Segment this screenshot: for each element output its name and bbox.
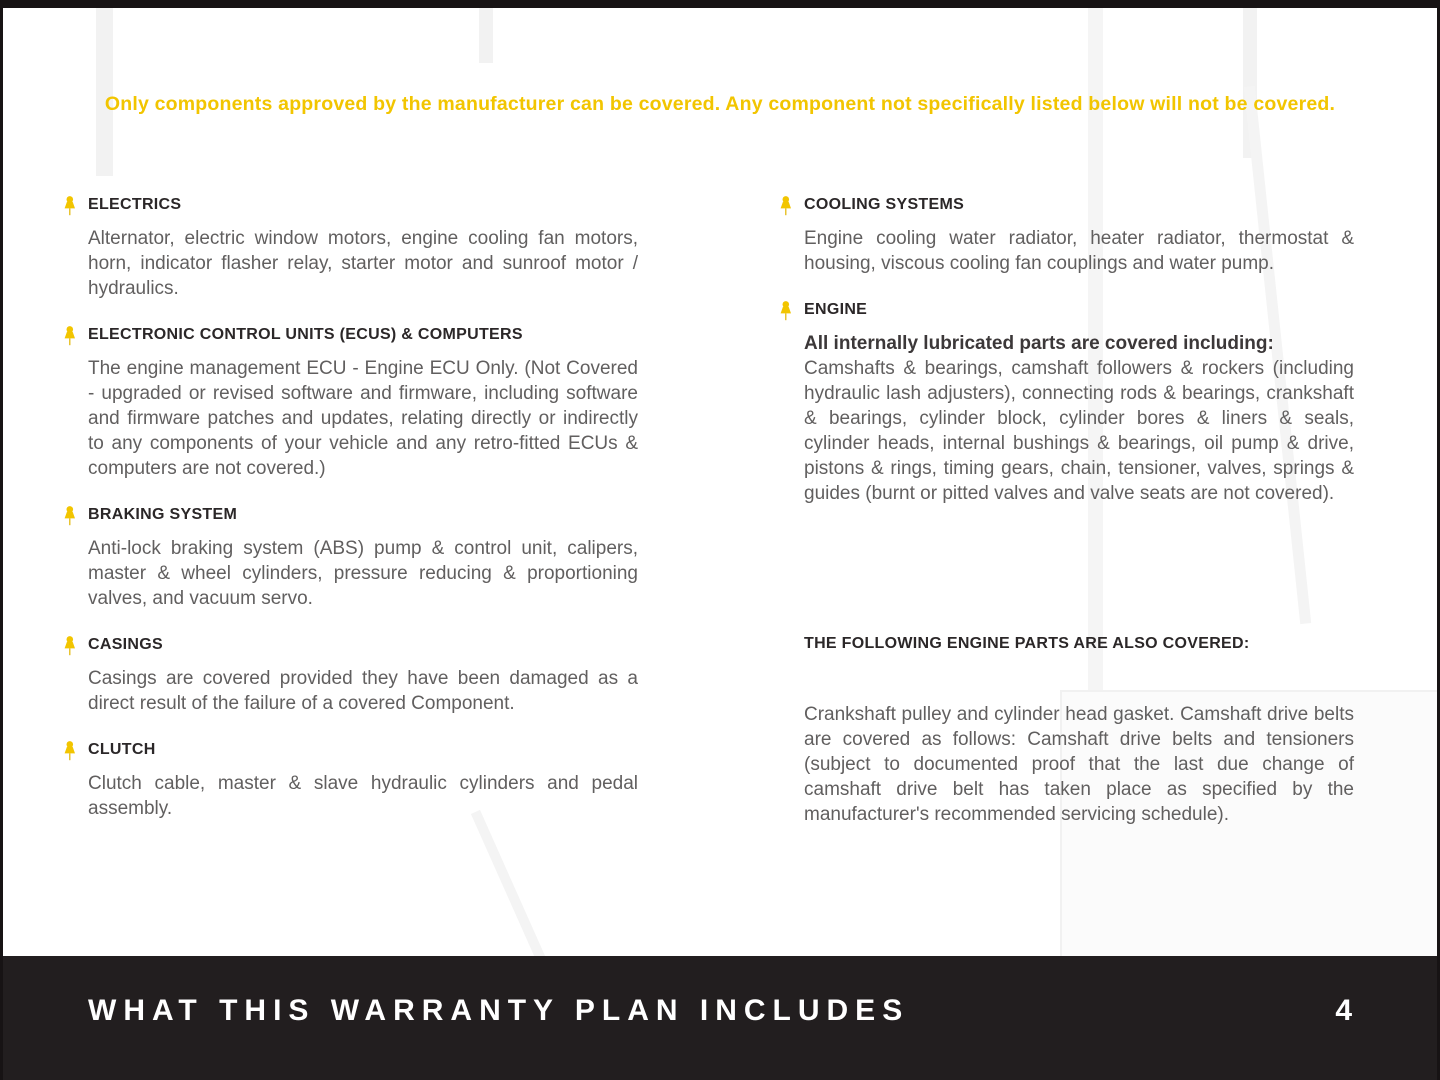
left-black-edge — [0, 0, 3, 1080]
section-cooling-systems — [778, 195, 1354, 276]
section-ecus-computers — [62, 325, 638, 481]
section-title: ENGINE — [804, 301, 868, 318]
also-covered-title: THE FOLLOWING ENGINE PARTS ARE ALSO COVERED: — [804, 635, 1250, 652]
right-column — [778, 195, 1354, 827]
section-body: Camshafts & bearings, camshaft followers & rockers (including hydraulic lash adjusters), connecting rods & bearings, crankshaft & bearings, cylinder block, cylinder bores & liners & seals, cylinder heads, internal bushings & bearings, oil pump & drive, pistons & rings, timing gears, chain, tensioner, valves, springs & guides (burnt or pitted valves and valve seats are not covered). — [804, 358, 1354, 504]
top-black-bar — [0, 0, 1440, 8]
section-title: BRAKING SYSTEM — [88, 506, 238, 523]
section-body: Alternator, electric window motors, engine cooling fan motors, horn, indicator flasher relay, starter motor and sunroof motor / hydraulics. — [88, 228, 638, 299]
pushpin-icon — [62, 195, 78, 217]
section-body: Casings are covered provided they have been damaged as a direct result of the failure of a covered Component. — [88, 668, 638, 714]
section-body: Clutch cable, master & slave hydraulic cylinders and pedal assembly. — [88, 773, 638, 819]
also-covered-body: Crankshaft pulley and cylinder head gasket. Camshaft drive belts are covered as follows: Camshaft drive belts and tensioners (subject to documented proof that the last due change of camshaft drive belt has taken place as specified by the manufacturer's recommended servicing schedule). — [804, 704, 1354, 825]
section-casings — [62, 635, 638, 716]
section-body: Anti-lock braking system (ABS) pump & control unit, calipers, master & wheel cylinders, pressure reducing & proportioning valves, and vacuum servo. — [88, 538, 638, 609]
section-electrics — [62, 195, 638, 301]
section-body: Engine cooling water radiator, heater radiator, thermostat & housing, viscous cooling fan couplings and water pump. — [804, 228, 1354, 274]
section-engine — [778, 300, 1354, 506]
coverage-notice: Only components approved by the manufacturer can be covered. Any component not specifically listed below will not be covered. — [104, 93, 1336, 115]
section-title: CLUTCH — [88, 741, 156, 758]
pushpin-icon — [62, 635, 78, 657]
footer-bar — [0, 956, 1440, 1080]
section-title: CASINGS — [88, 636, 163, 653]
pushpin-icon — [62, 505, 78, 527]
section-body: The engine management ECU - Engine ECU Only. (Not Covered - upgraded or revised software and firmware, including software and firmware patches and updates, relating directly or indirectly to any components of your vehicle and any retro-fitted ECUs & computers are not covered.) — [88, 358, 638, 479]
section-lead: All internally lubricated parts are covered including: — [804, 333, 1274, 354]
pushpin-icon — [778, 195, 794, 217]
watermark-shape — [479, 8, 493, 63]
section-title: ELECTRONIC CONTROL UNITS (ECUS) & COMPUTERS — [88, 326, 523, 343]
section-title: ELECTRICS — [88, 196, 182, 213]
section-braking-system — [62, 505, 638, 611]
section-title: COOLING SYSTEMS — [804, 196, 965, 213]
pushpin-icon — [62, 740, 78, 762]
footer-title: WHAT THIS WARRANTY PLAN INCLUDES — [88, 994, 910, 1027]
pushpin-icon — [778, 300, 794, 322]
pushpin-icon — [62, 325, 78, 347]
section-clutch — [62, 740, 638, 821]
page-number: 4 — [1335, 994, 1352, 1027]
left-column — [62, 195, 638, 845]
